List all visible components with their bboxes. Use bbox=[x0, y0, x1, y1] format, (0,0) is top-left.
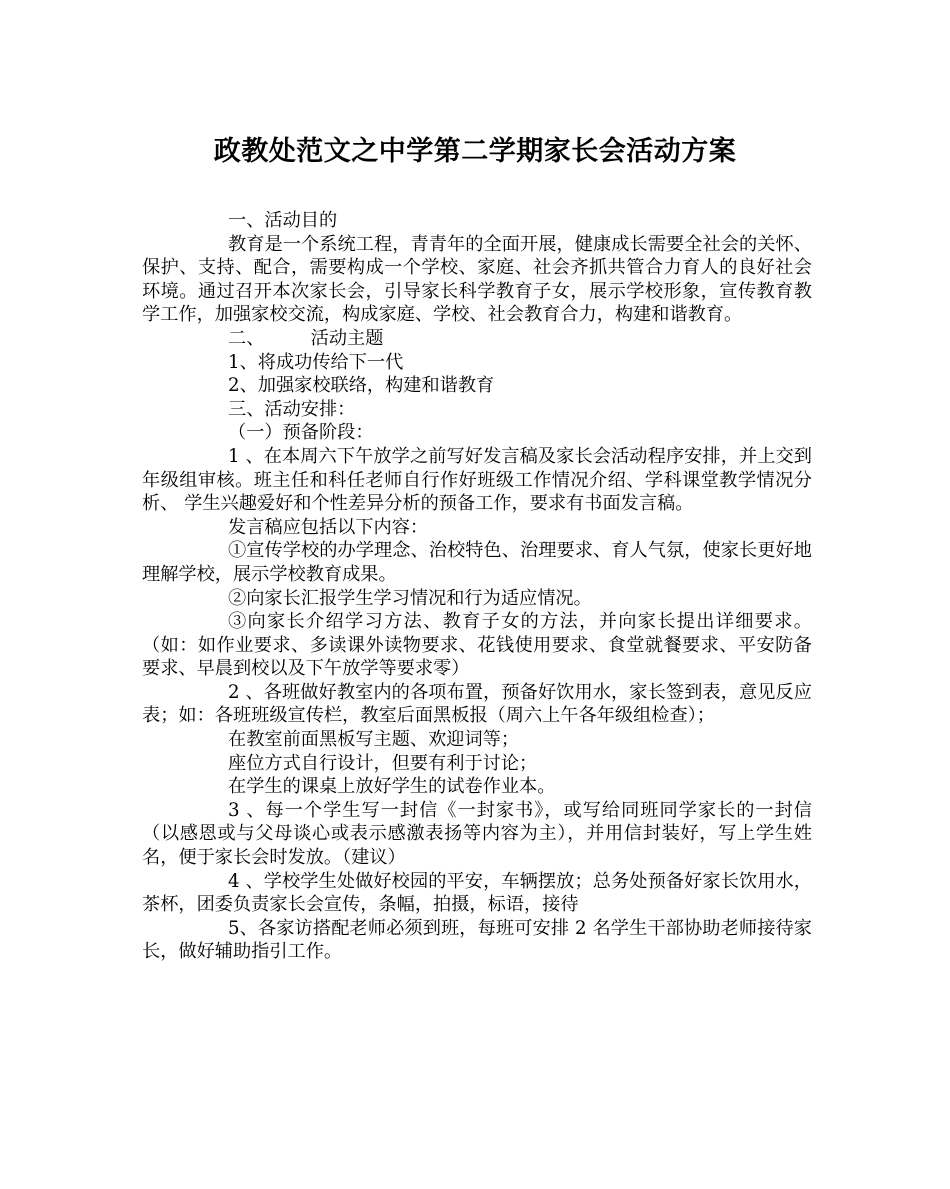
heading-activity-arrangement: 三、活动安排： bbox=[228, 398, 356, 420]
arrangement-item-4: 4 、学校学生处做好校园的平安，车辆摆放；总务处预备好家长饮用水，茶杯，团委负责家长会宣传，条幅，拍摄，标语，接待 bbox=[142, 870, 812, 916]
theme-item-1: 1、将成功传给下一代 bbox=[228, 351, 404, 373]
arrangement-item-3: 3 、每一个学生写一封信《一封家书》，或写给同班同学家长的一封信（以感恩或与父母谈心或表示感激表扬等内容为主），并用信封装好，写上学生姓名，便于家长会时发放。（建议） bbox=[142, 799, 812, 869]
subheading-preparation-stage: （一）预备阶段： bbox=[228, 422, 374, 444]
document-body bbox=[142, 209, 812, 964]
speech-content-3: ③向家长介绍学习方法、教育子女的方法，并向家长提出详细要求。（如：如作业要求、多读课外读物要求、花钱使用要求、食堂就餐要求、平安防备要求、早晨到校以及下午放学等要求零） bbox=[142, 611, 812, 680]
paragraph-purpose-text: 教育是一个系统工程，青青年的全面开展，健康成长需要全社会的关怀、保护、支持、配合，需要构成一个学校、家庭、社会齐抓共管合力育人的良好社会环境。通过召开本次家长会，引导家长科学教育子女，展示学校形象，宣传教育教学工作，加强家校交流，构成家庭、学校、社会教育合力，构建和谐教育。 bbox=[142, 233, 812, 326]
document-title: 政教处范文之中学第二学期家长会活动方案 bbox=[213, 136, 737, 167]
classroom-task-3: 在学生的课桌上放好学生的试卷作业本。 bbox=[228, 776, 556, 798]
arrangement-item-5: 5、各家访搭配老师必须到班，每班可安排 2 名学生干部协助老师接待家长，做好辅助指引工作。 bbox=[142, 917, 812, 963]
speech-content-1: ①宣传学校的办学理念、治校特色、治理要求、育人气氛，使家长更好地理解学校，展示学校教育成果。 bbox=[142, 540, 812, 585]
classroom-task-2: 座位方式自行设计，但要有利于讨论； bbox=[228, 752, 538, 774]
classroom-task-1: 在教室前面黑板写主题、欢迎词等； bbox=[228, 729, 520, 751]
speech-content-2: ②向家长汇报学生学习情况和行为适应情况。 bbox=[228, 587, 592, 609]
arrangement-item-1: 1 、在本周六下午放学之前写好发言稿及家长会活动程序安排，并上交到年级组审核。班主任和科任老师自行作好班级工作情况介绍、学科课堂教学情况分析、 学生兴趣爱好和个性差异分析的预备工作，要求有书面发言稿。 bbox=[142, 445, 812, 515]
speech-contents-intro: 发言稿应包括以下内容： bbox=[228, 516, 429, 538]
heading-activity-theme: 二、 活动主题 bbox=[228, 327, 384, 349]
heading-activity-purpose: 一、活动目的 bbox=[228, 210, 338, 231]
arrangement-item-2: 2 、各班做好教室内的各项布置，预备好饮用水，家长签到表，意见反应表；如：各班班级宣传栏，教室后面黑板报（周六上午各年级组检查）； bbox=[142, 681, 812, 727]
theme-item-2: 2、加强家校联络，构建和谐教育 bbox=[228, 375, 495, 397]
